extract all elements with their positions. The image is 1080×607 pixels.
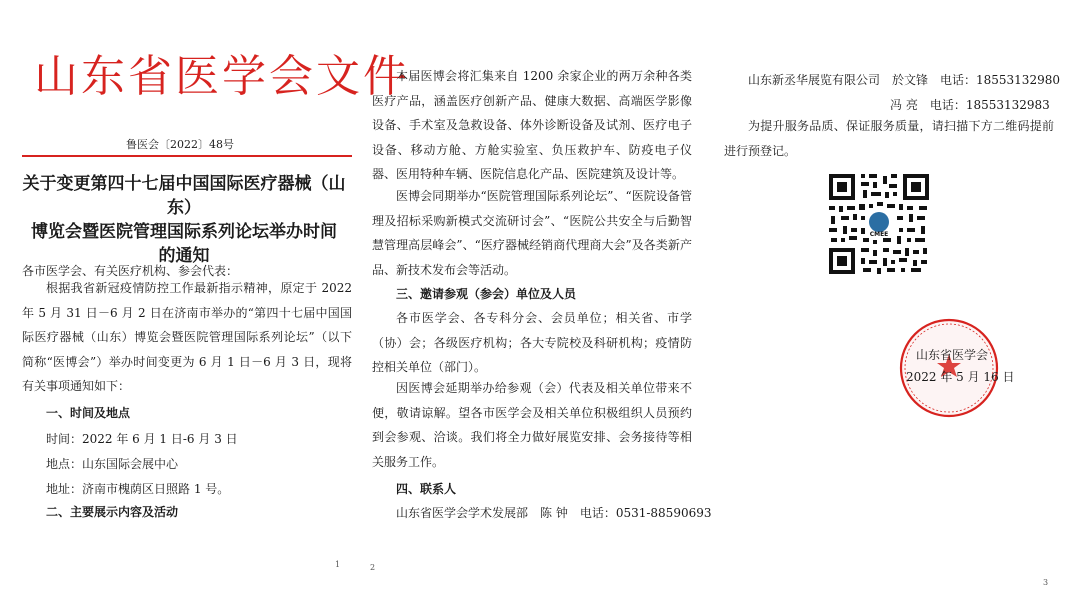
forums-paragraph: 医博会同期举办“医院管理国际系列论坛”、“医院设备管理及招标采购新模式交流研讨会”、“医院公共安全与后勤智慧管理高层峰会”、“医疗器械经销商代理商大会”及各类新产品、新技术发布会等活动。 — [372, 189, 692, 277]
document-page-1 — [0, 0, 410, 607]
title-line-2: 博览会暨医院管理国际系列论坛举办时间 — [31, 222, 337, 242]
page-number: 3 — [1043, 578, 1049, 587]
section-4-heading: 四、联系人 — [396, 482, 457, 496]
signing-date: 2022 年 5 月 16 日 — [906, 370, 1015, 384]
qr-note: 为提升服务品质、保证服务质量，请扫描下方二维码提前进行预登记。 — [724, 119, 1054, 158]
salutation: 各市医学会、有关医疗机构、参会代表： — [22, 264, 239, 278]
document-page-3 — [720, 0, 1080, 607]
intro-paragraph: 根据我省新冠疫情防控工作最新指示精神，原定于 2022 年 5 月 31 日－6 月 2 日在济南市举办的“第四十七届中国国际医疗器械（山东）博览会暨医院管理国际系列论坛”（以下简称“医博会”）举办时间变更为 6 月 1 日－6 月 3 日，现将有关事项通知如下： — [22, 281, 352, 394]
red-divider — [22, 155, 352, 157]
document-number: 鲁医会〔2022〕48号 — [126, 138, 234, 151]
letterhead: 山东省医学会文件 — [34, 51, 410, 102]
title-line-1: 关于变更第四十七届中国国际医疗器械（山东） — [22, 174, 346, 218]
event-time: 时间：2022 年 6 月 1 日-6 月 3 日 — [46, 432, 238, 446]
apology-paragraph: 因医博会延期举办给参观（会）代表及相关单位带来不便，敬请谅解。望各市医学会及相关单位积极组织人员预约到会参观、洽谈。我们将全力做好展览安排、会务接待等相关服务工作。 — [372, 381, 692, 469]
section-3-heading: 三、邀请参观（参会）单位及人员 — [396, 287, 577, 301]
qr-logo-label: CMEE — [869, 231, 889, 238]
contact-line-2: 山东新丞华展览有限公司 於文锋 电话：18553132980 — [748, 73, 1060, 87]
invitees-paragraph: 各市医学会、各专科分会、会员单位；相关省、市学（协）会；各级医疗机构；各大专院校及科研机构；疫情防控相关单位（部门）。 — [372, 311, 692, 375]
event-address: 地址：济南市槐荫区日照路 1 号。 — [46, 482, 230, 496]
title-line-3: 的通知 — [158, 246, 210, 266]
page-number: 1 — [335, 560, 341, 569]
signing-organization: 山东省医学会 — [916, 348, 989, 362]
event-venue: 地点：山东国际会展中心 — [46, 457, 179, 471]
exhibits-paragraph: 本届医博会将汇集来自 1200 余家企业的两万余种各类医疗产品，涵盖医疗创新产品、健康大数据、高端医学影像设备、手术室及急救设备、体外诊断设备及试剂、医疗电子设备、移动方舱、方舱实验室、负压救护车、防疫电子仪器、医用特种车辆、医院信息化产品、医院建筑及设计等。 — [372, 69, 692, 182]
page-number: 2 — [370, 563, 376, 572]
contact-line-3: 冯 亮 电话：18553132983 — [890, 98, 1050, 112]
registration-qr-code[interactable] — [827, 172, 931, 276]
notice-title — [14, 172, 354, 268]
section-1-heading: 一、时间及地点 — [46, 406, 131, 420]
section-2-heading: 二、主要展示内容及活动 — [46, 505, 179, 519]
contact-line-1: 山东省医学会学术发展部 陈 钟 电话：0531-88590693 — [396, 506, 712, 520]
document-page-2 — [362, 0, 712, 607]
